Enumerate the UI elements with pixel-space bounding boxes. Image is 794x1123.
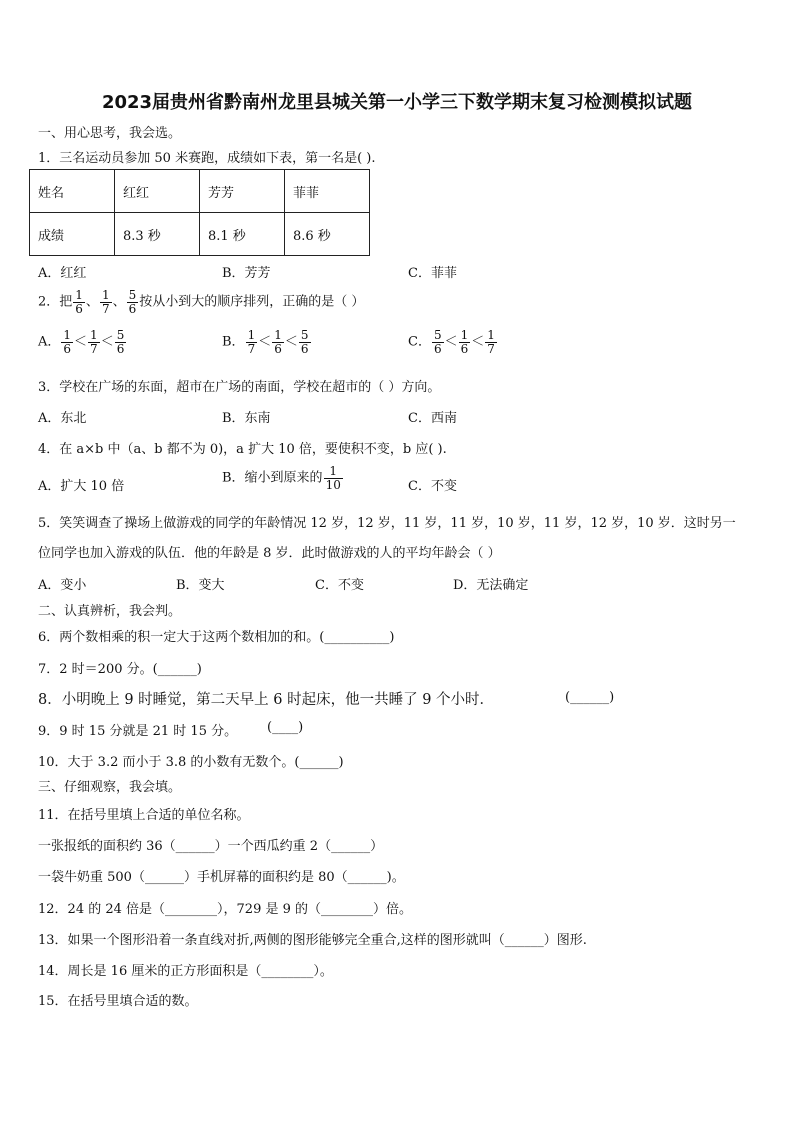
question-1-option-b[interactable]: B．芳芳 — [222, 266, 271, 281]
question-3-option-a[interactable]: A．东北 — [38, 411, 87, 426]
less-than: ＜ — [74, 334, 88, 350]
numerator: 1 — [460, 328, 469, 342]
denominator: 6 — [433, 341, 442, 356]
question-2-option-b[interactable] — [222, 329, 312, 355]
question-5-line-2: 位同学也加入游戏的队伍．他的年龄是 8 岁．此时做游戏的人的平均年龄会（ ） — [38, 546, 501, 561]
numerator: 5 — [433, 328, 442, 342]
numerator: 1 — [90, 328, 98, 342]
table-cell: 姓名 — [30, 170, 115, 213]
text: 2．把 — [38, 294, 73, 310]
denominator: 6 — [300, 341, 309, 356]
section-3-heading: 三、仔细观察，我会填。 — [38, 780, 182, 795]
fraction — [88, 329, 100, 355]
numerator: 1 — [487, 328, 495, 342]
question-5-option-d[interactable]: D．无法确定 — [453, 578, 529, 593]
numerator: 1 — [274, 328, 282, 342]
score-table — [29, 169, 370, 256]
fraction — [459, 329, 471, 355]
less-than: ＜ — [258, 334, 272, 350]
denominator: 6 — [460, 341, 469, 356]
fraction — [324, 465, 343, 491]
option-letter: A． — [38, 334, 61, 350]
table-cell: 红红 — [115, 170, 200, 213]
question-3-stem: 3．学校在广场的东面，超市在广场的南面，学校在超市的（ ）方向。 — [38, 380, 441, 395]
less-than: ＜ — [471, 334, 485, 350]
question-4-option-a[interactable]: A．扩大 10 倍 — [38, 479, 125, 494]
option-letter: C． — [408, 334, 431, 350]
fraction — [246, 329, 258, 355]
numerator: 5 — [128, 288, 137, 302]
table-cell: 芳芳 — [200, 170, 285, 213]
question-6[interactable]: 6．两个数相乘的积一定大于这两个数相加的和。(__________) — [38, 630, 395, 645]
denominator: 7 — [101, 301, 110, 316]
numerator: 1 — [101, 288, 110, 302]
denominator: 7 — [247, 341, 256, 356]
table-row — [30, 213, 370, 256]
question-15: 15．在括号里填合适的数。 — [38, 994, 198, 1009]
fraction — [61, 329, 73, 355]
denominator: 7 — [487, 341, 495, 356]
question-9-stem: 9．9 时 15 分就是 21 时 15 分。 — [38, 724, 238, 739]
denominator: 10 — [325, 477, 341, 492]
question-8-stem: 8．小明晚上 9 时睡觉，第二天早上 6 时起床，他一共睡了 9 个小时． — [38, 692, 495, 708]
question-4-option-b[interactable] — [222, 465, 344, 491]
fraction — [115, 329, 127, 355]
fraction — [272, 329, 284, 355]
question-7[interactable]: 7．2 时＝200 分。(______) — [38, 662, 202, 677]
table-cell: 8.1 秒 — [200, 213, 285, 256]
question-12[interactable]: 12．24 的 24 倍是（________），729 是 9 的（________）倍。 — [38, 902, 413, 917]
fraction — [127, 289, 139, 315]
question-2-stem — [38, 289, 364, 315]
question-5-option-c[interactable]: C．不变 — [315, 578, 364, 593]
table-cell: 8.6 秒 — [285, 213, 370, 256]
denominator: 6 — [75, 301, 83, 316]
numerator: 1 — [247, 328, 256, 342]
question-1-stem: 1．三名运动员参加 50 米赛跑，成绩如下表，第一名是( ). — [38, 151, 376, 166]
option-text: B．缩小到原来的 — [222, 470, 323, 486]
table-cell: 8.3 秒 — [115, 213, 200, 256]
question-9-answer-blank[interactable]: (____) — [267, 720, 304, 735]
question-11-stem: 11．在括号里填上合适的单位名称。 — [38, 808, 250, 823]
question-3-option-b[interactable]: B．东南 — [222, 411, 271, 426]
page-title: 2023届贵州省黔南州龙里县城关第一小学三下数学期末复习检测模拟试题 — [101, 92, 693, 113]
question-8-answer-blank[interactable]: (______) — [565, 690, 615, 705]
numerator: 5 — [300, 328, 309, 342]
less-than: ＜ — [284, 334, 298, 350]
numerator: 1 — [75, 288, 83, 302]
question-1-option-a[interactable]: A．红红 — [38, 266, 87, 281]
question-14[interactable]: 14．周长是 16 厘米的正方形面积是（________）。 — [38, 964, 333, 979]
section-1-heading: 一、用心思考，我会选。 — [38, 126, 182, 141]
table-cell: 成绩 — [30, 213, 115, 256]
question-4-option-c[interactable]: C．不变 — [408, 479, 457, 494]
question-11-line-1[interactable]: 一张报纸的面积约 36（______）一个西瓜约重 2（______） — [38, 839, 384, 854]
question-5-line-1: 5．笑笑调查了操场上做游戏的同学的年龄情况 12 岁，12 岁，11 岁，11 岁，10 岁，11 岁，12 岁，10 岁．这时另一 — [38, 516, 736, 531]
question-10[interactable]: 10．大于 3.2 而小于 3.8 的小数有无数个。(______) — [38, 755, 344, 770]
fraction — [73, 289, 85, 315]
separator: 、 — [85, 294, 99, 310]
question-13[interactable]: 13．如果一个图形沿着一条直线对折,两侧的图形能够完全重合,这样的图形就叫（______）图形. — [38, 933, 587, 948]
numerator: 1 — [63, 328, 72, 342]
question-5-option-a[interactable]: A．变小 — [38, 578, 87, 593]
denominator: 6 — [63, 341, 72, 356]
fraction — [100, 289, 112, 315]
question-4-stem: 4．在 a×b 中（a、b 都不为 0)，a 扩大 10 倍，要使积不变，b 应( ). — [38, 442, 447, 457]
denominator: 6 — [128, 301, 137, 316]
text: 按从小到大的顺序排列，正确的是（ ） — [139, 294, 365, 310]
fraction — [432, 329, 444, 355]
fraction — [485, 329, 497, 355]
denominator: 6 — [116, 341, 125, 356]
table-cell: 菲菲 — [285, 170, 370, 213]
numerator: 5 — [116, 328, 125, 342]
denominator: 7 — [90, 341, 98, 356]
separator: 、 — [112, 294, 126, 310]
less-than: ＜ — [100, 334, 114, 350]
table-header-row — [30, 170, 370, 213]
fraction — [299, 329, 311, 355]
question-1-option-c[interactable]: C．菲菲 — [408, 266, 457, 281]
question-11-line-2[interactable]: 一袋牛奶重 500（______）手机屏幕的面积约是 80（______)。 — [38, 870, 405, 885]
question-5-option-b[interactable]: B．变大 — [176, 578, 225, 593]
question-2-option-a[interactable] — [38, 329, 127, 355]
section-2-heading: 二、认真辨析，我会判。 — [38, 604, 182, 619]
denominator: 6 — [274, 341, 282, 356]
option-letter: B． — [222, 334, 245, 350]
numerator: 1 — [324, 465, 343, 479]
less-than: ＜ — [444, 334, 458, 350]
question-2-option-c[interactable] — [408, 329, 498, 355]
question-3-option-c[interactable]: C．西南 — [408, 411, 457, 426]
